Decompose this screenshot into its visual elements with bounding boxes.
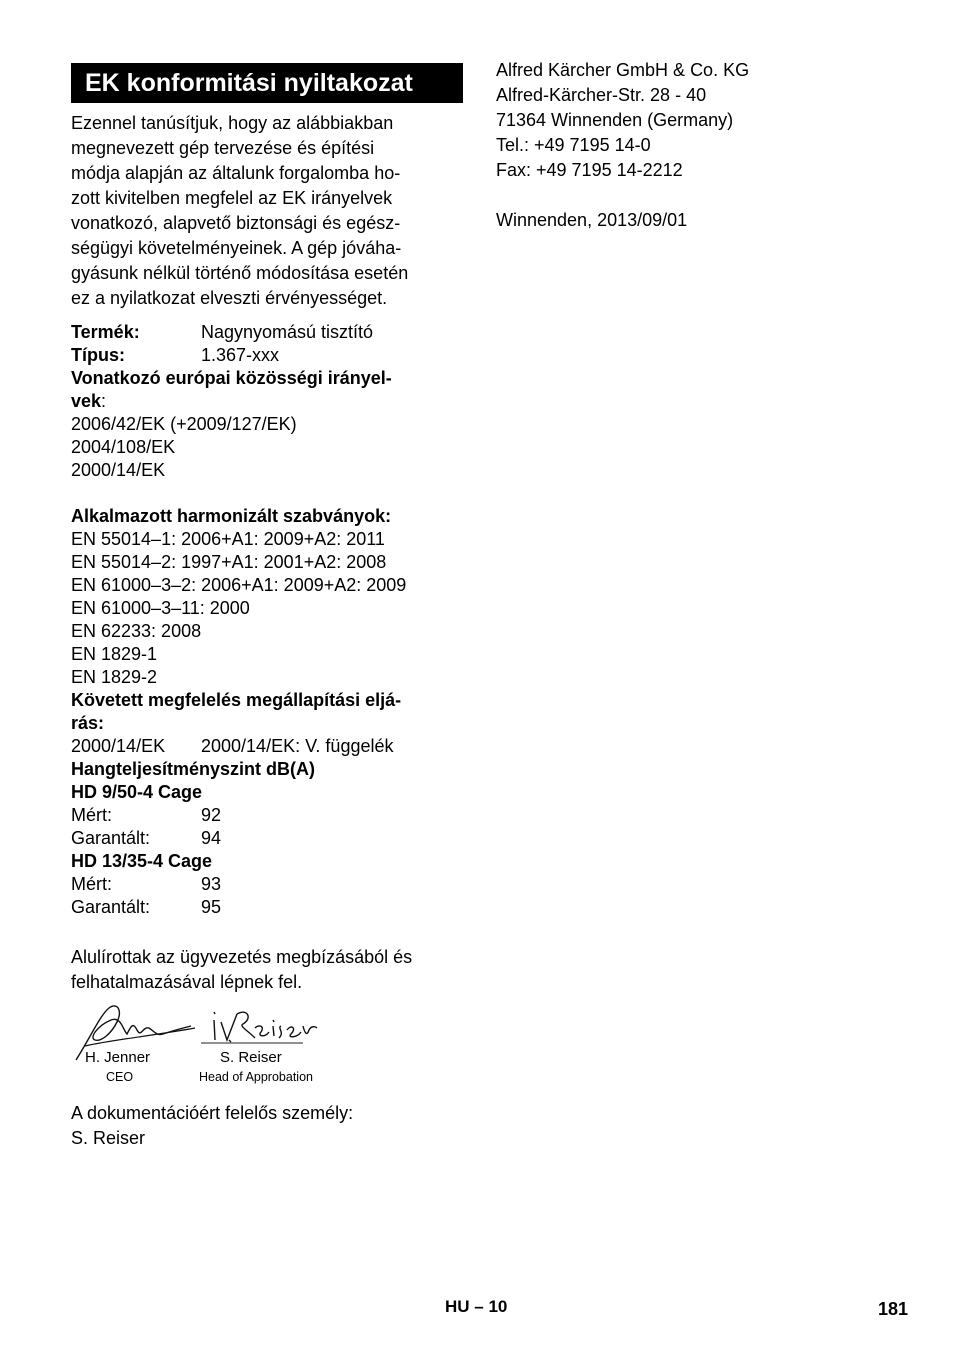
product-row [71,321,463,344]
intro-line: zott kivitelben megfelel az EK irányelvek [71,188,393,208]
address-line: Alfred Kärcher GmbH & Co. KG [496,60,750,80]
procedure-heading: Követett megfelelés megállapítási eljá- [71,690,402,710]
left-column [71,63,463,995]
standards-heading: Alkalmazott harmonizált szabványok: [71,506,392,526]
procedure-value: 2000/14/EK: V. függelék [201,736,394,756]
intro-line: Ezennel tanúsítjuk, hogy az alábbiakban [71,113,394,133]
standards-block [71,505,463,919]
intro-line: ségügyi követelményeinek. A gép jóváha- [71,238,402,258]
intro-line: vonatkozó, alapvető biztonsági és egész- [71,213,401,233]
page-number: 181 [878,1299,909,1319]
directives-heading: Vonatkozó európai közösségi irányel- [71,368,392,388]
standard-item: EN 1829-1 [71,644,158,664]
guaranteed-row: Garantált: 94 [71,828,222,848]
product-value: Nagynyomású tisztító [201,322,374,342]
intro-line: ez a nyilatkozat elveszti érvényességet. [71,288,388,308]
measured-row: Mért: 93 [71,874,222,894]
authority-line: felhatalmazásával lépnek fel. [71,972,303,992]
directive-item: 2006/42/EK (+2009/127/EK) [71,414,297,434]
place-date: Winnenden, 2013/09/01 [496,210,688,230]
directives-heading-cont: vek: [71,391,107,411]
product-block [71,321,463,482]
signatory-name: S. Reiser [220,1049,282,1066]
signatory-role: CEO [106,1070,134,1084]
company-address [496,58,749,233]
type-value: 1.367-xxx [201,345,280,365]
signature-block [71,996,401,1088]
signatory-role: Head of Approbation [199,1070,313,1084]
address-line: 71364 Winnenden (Germany) [496,110,734,130]
measured-row: Mért: 92 [71,805,222,825]
procedure-key: 2000/14/EK [71,736,166,756]
model-name: HD 9/50-4 Cage [71,782,203,802]
intro-line: megnevezett gép tervezése és építési [71,138,375,158]
intro-line: gyásunk nélkül történő módosítása esetén [71,263,409,283]
standard-item: EN 1829-2 [71,667,158,687]
type-label: Típus: [71,345,125,365]
standard-item: EN 55014–1: 2006+A1: 2009+A2: 2011 [71,529,385,549]
page-title: EK konformitási nyiltakozat [71,63,463,103]
procedure-row [71,735,463,758]
standard-item: EN 62233: 2008 [71,621,202,641]
documentation-block [71,1101,353,1151]
address-line: Alfred-Kärcher-Str. 28 - 40 [496,85,707,105]
directive-item: 2004/108/EK [71,437,176,457]
standard-item: EN 61000–3–2: 2006+A1: 2009+A2: 2009 [71,575,407,595]
address-line: Tel.: +49 7195 14-0 [496,135,651,155]
authority-line: Alulírottak az ügyvezetés megbízásából és [71,947,413,967]
procedure-heading-cont: rás: [71,713,105,733]
address-line: Fax: +49 7195 14-2212 [496,160,683,180]
signatory-name: H. Jenner [85,1049,151,1066]
guaranteed-row: Garantált: 95 [71,897,222,917]
documentation-person: S. Reiser [71,1128,146,1148]
authority-paragraph [71,945,463,995]
documentation-label: A dokumentációért felelős személy: [71,1103,354,1123]
standard-item: EN 61000–3–11: 2000 [71,598,250,618]
intro-line: módja alapján az általunk forgalomba ho- [71,163,401,183]
intro-paragraph [71,111,463,311]
standard-item: EN 55014–2: 1997+A1: 2001+A2: 2008 [71,552,387,572]
sound-heading: Hangteljesítményszint dB(A) [71,759,316,779]
footer-section-label: HU – 10 [445,1297,508,1316]
directive-item: 2000/14/EK [71,460,166,480]
type-row [71,344,463,367]
product-label: Termék: [71,322,140,342]
model-name: HD 13/35-4 Cage [71,851,213,871]
reiser-signature [214,1012,317,1042]
